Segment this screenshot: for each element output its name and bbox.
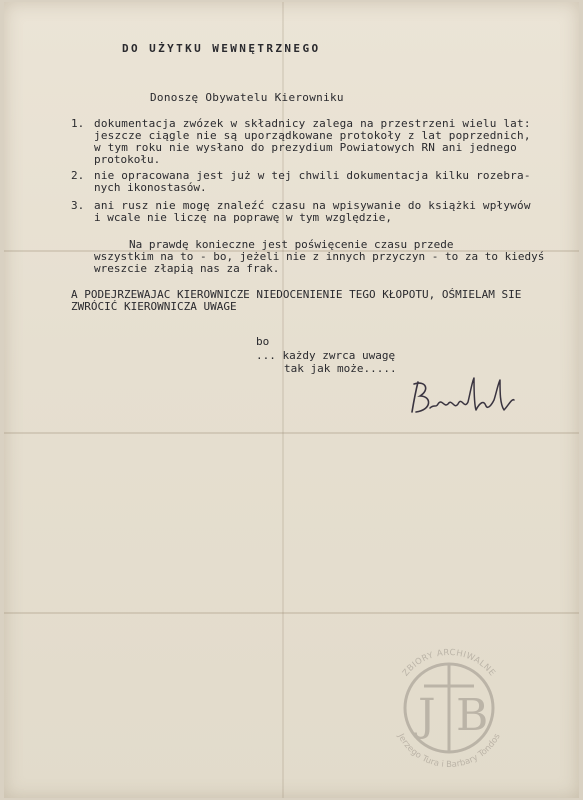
paper-fold bbox=[4, 432, 579, 434]
paragraph-line: wszystkim na to - bo, jeżeli nie z innych przyczyn - to za to kiedyś bbox=[94, 250, 545, 263]
stamp-arc-bottom: Jerzego Tura i Barbary Tondos bbox=[395, 732, 503, 771]
item-number: 1. bbox=[71, 117, 85, 130]
item-line: i wcale nie liczę na poprawę w tym względzie, bbox=[94, 211, 393, 224]
item-line: nych ikonostasów. bbox=[94, 181, 207, 194]
closing-line: ... każdy zwrca uwagę bbox=[256, 349, 396, 362]
paragraph-line: wreszcie złapią nas za frak. bbox=[94, 262, 280, 275]
paper-fold bbox=[4, 612, 579, 614]
paragraph-line: Na prawdę konieczne jest poświęcenie czasu przede bbox=[129, 238, 454, 251]
closing-line: bo bbox=[256, 335, 270, 348]
item-line: jeszcze ciągle nie są uporządkowane protokoły z lat poprzednich, bbox=[94, 129, 531, 142]
caps-paragraph-line: A PODEJRZEWAJAC KIEROWNICZE NIEDOCENIENIE TEGO KŁOPOTU, OŚMIELAM SIE bbox=[71, 288, 522, 301]
greeting: Donoszę Obywatelu Kierowniku bbox=[150, 91, 344, 104]
document-title: DO UŻYTKU WEWNĘTRZNEGO bbox=[122, 42, 321, 55]
item-line: protokołu. bbox=[94, 153, 161, 166]
item-line: w tym roku nie wysłano do prezydium Powiatowych RN ani jednego bbox=[94, 141, 517, 154]
item-number: 2. bbox=[71, 169, 85, 182]
stamp-monogram-left: J bbox=[418, 690, 436, 741]
handwritten-signature bbox=[404, 370, 534, 430]
closing-line: tak jak może..... bbox=[284, 362, 397, 375]
item-number: 3. bbox=[71, 199, 85, 212]
stamp-monogram-right: B bbox=[456, 690, 489, 741]
caps-paragraph-line: ZWRÓCIĆ KIEROWNICZA UWAGE bbox=[71, 300, 237, 313]
item-line: ani rusz nie mogę znaleźć czasu na wpisywanie do książki wpływów bbox=[94, 199, 531, 212]
archive-stamp bbox=[374, 630, 524, 780]
item-line: nie opracowana jest już w tej chwili dokumentacja kilku rozebra- bbox=[94, 169, 531, 182]
stamp-arc-top: ZBIORY ARCHIWALNE bbox=[400, 647, 498, 679]
item-line: dokumentacja zwózek w składnicy zalega na przestrzeni wielu lat: bbox=[94, 117, 531, 130]
document-page bbox=[4, 2, 579, 798]
